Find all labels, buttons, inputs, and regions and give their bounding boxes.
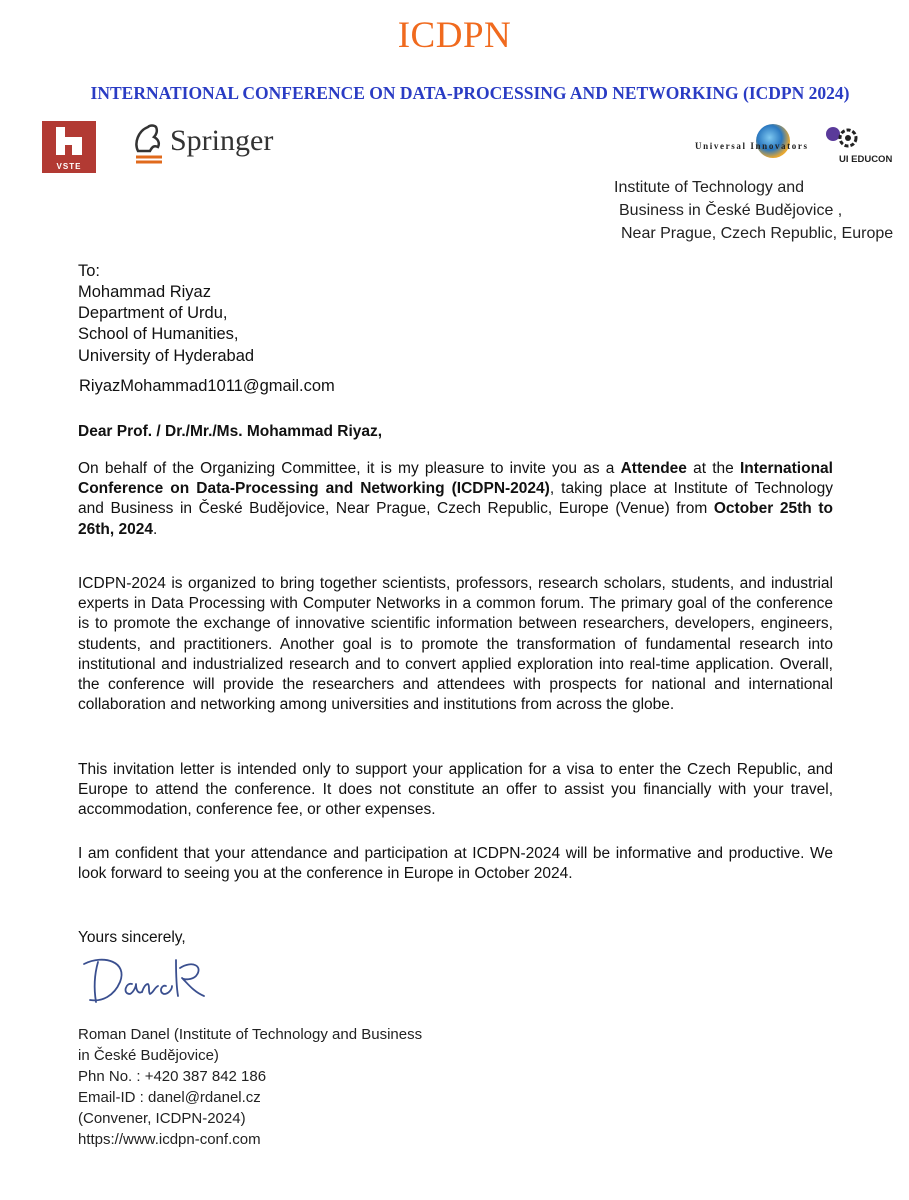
addressee-university: University of Hyderabad xyxy=(78,347,255,365)
closing-paragraph: I am confident that your attendance and participation at ICDPN-2024 will be informative and productive. We look forward to seeing you at the conference in Europe in October 2024. xyxy=(78,845,833,883)
educon-logo xyxy=(823,124,897,168)
brand-title: ICDPN xyxy=(397,15,512,56)
conference-title: INTERNATIONAL CONFERENCE ON DATA-PROCESSING AND NETWORKING (ICDPN 2024) xyxy=(90,83,850,103)
signatory-line-1: Roman Danel (Institute of Technology and Business xyxy=(78,1026,423,1043)
universal-innovators-logo xyxy=(695,123,813,163)
signatory-phone: Phn No. : +420 387 842 186 xyxy=(78,1068,267,1085)
signature-image xyxy=(80,948,210,1010)
institute-line-2: Business in České Budějovice , xyxy=(619,202,843,219)
addressee-department: Department of Urdu, xyxy=(78,304,228,322)
to-label: To: xyxy=(78,262,101,280)
educon-logo-text: UI EDUCON xyxy=(839,154,893,165)
institute-line-1: Institute of Technology and xyxy=(614,179,805,196)
springer-logo-text: Springer xyxy=(170,124,274,157)
springer-horse-icon xyxy=(128,121,168,165)
institute-line-3: Near Prague, Czech Republic, Europe xyxy=(621,225,894,242)
addressee-name: Mohammad Riyaz xyxy=(78,283,211,301)
svg-text:Universal Innovators: Universal Innovators xyxy=(695,141,807,151)
vste-logo-text: VSTE xyxy=(56,162,82,171)
signatory-email: Email-ID : danel@rdanel.cz xyxy=(78,1089,261,1106)
signatory-role: (Convener, ICDPN-2024) xyxy=(78,1110,246,1127)
addressee-email: RiyazMohammad1011@gmail.com xyxy=(79,377,335,395)
signatory-line-2: in České Budějovice) xyxy=(78,1047,219,1064)
salutation: Dear Prof. / Dr./Mr./Ms. Mohammad Riyaz, xyxy=(78,423,383,440)
visa-paragraph: This invitation letter is intended only to support your application for a visa to enter the Czech Republic, and Europe to attend the conference. It does not constitute an offer to assist you financially with your travel, accommodation, conference fee, or other expenses. xyxy=(78,761,833,819)
addressee-school: School of Humanities, xyxy=(78,325,239,343)
signatory-website: https://www.icdpn-conf.com xyxy=(78,1131,261,1148)
closing-salutation: Yours sincerely, xyxy=(78,929,186,946)
vste-logo xyxy=(42,121,96,173)
about-paragraph: ICDPN-2024 is organized to bring together scientists, professors, research scholars, students, and industrial experts in Data Processing with Computer Networks in a common forum. The primary goal of the conference is to promote the exchange of innovative scientific information between researchers, developers, engineers, students, and practitioners. Another goal is to promote the transformation of fundamental research into institutional and industrialized research and to convert applied exploration into real-time application. Overall, the conference will provide the researchers and attendees with prospects for national and international collaboration and networking among universities and institutions from across the globe. xyxy=(78,575,833,714)
invitation-paragraph: On behalf of the Organizing Committee, it is my pleasure to invite you as a Attendee at the International Conference on Data-Processing and Networking (ICDPN-2024), taking place at Institute of Technology and Business in České Budějovice, Near Prague, Czech Republic, Europe (Venue) from October 25th to 26th, 2024. xyxy=(78,460,833,538)
